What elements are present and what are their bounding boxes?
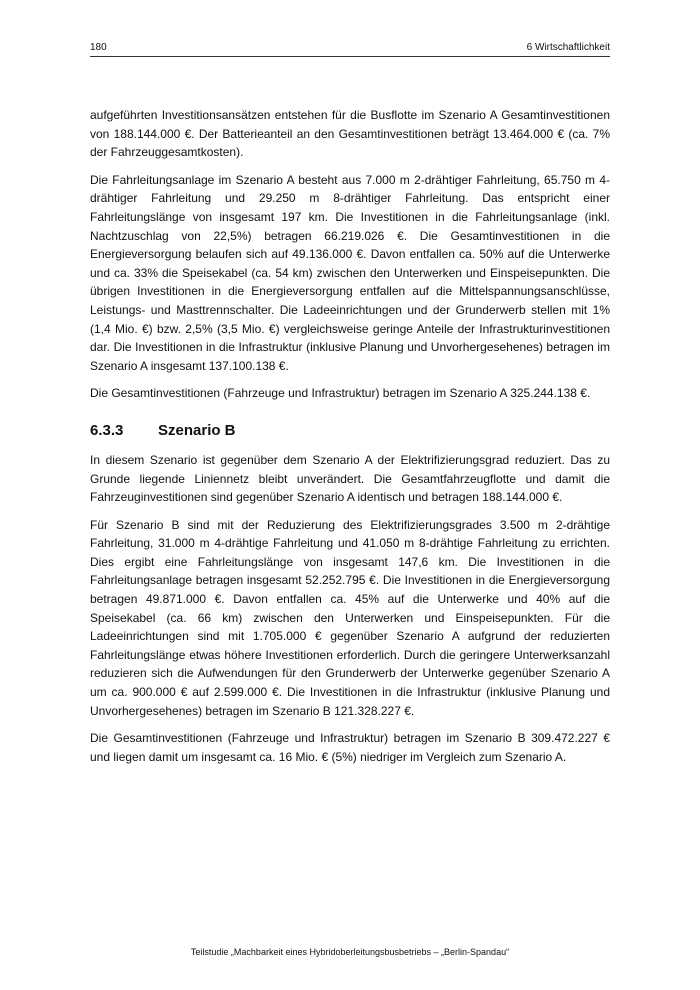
section-number: 6.3.3 <box>90 421 124 439</box>
section-heading <box>90 421 610 441</box>
page-footer: Teilstudie „Machbarkeit eines Hybridoberleitungsbusbetriebs – „Berlin-Spandau“ <box>190 947 510 957</box>
paragraph: Die Gesamtinvestitionen (Fahrzeuge und Infrastruktur) betragen im Szenario A 325.244.138 €. <box>90 386 591 401</box>
page-header <box>90 42 610 56</box>
paragraph: Die Gesamtinvestitionen (Fahrzeuge und Infrastruktur) betragen im Szenario B 309.472.227 € und liegen damit um insgesamt ca. 16 Mio. € (5%) niedriger im Vergleich zum Szenario A. <box>90 731 610 764</box>
paragraph: Die Fahrleitungsanlage im Szenario A besteht aus 7.000 m 2-drähtiger Fahrleitung, 65.750 m 4-drähtiger Fahrleitung und 29.250 m 8-drähtiger Fahrleitung. Das entspricht einer Fahrleitungslänge von insgesamt 197 km. Die Investitionen in die Fahrleitungsanlage (inkl. Nachtzuschlag von 22,5%) betragen 66.219.026 €. Die Gesamtinvestitionen in die Energieversorgung belaufen sich auf 49.136.000 €. Davon entfallen ca. 50% auf die Unterwerke und ca. 33% die Speisekabel (ca. 54 km) zwischen den Unterwerken und Einspeisepunkten. Die übrigen Investitionen in die Energieversorgung entfallen auf die Mittelspannungsanschlüsse, Leistungs- und Masttrennschalter. Die Ladeeinrichtungen und der Grunderwerb stellen mit 1% (1,4 Mio. €) bzw. 2,5% (3,5 Mio. €) vergleichsweise geringe Anteile der Infrastrukturinvestitionen dar. Die Investitionen in die Infrastruktur (inklusive Planung und Unvorhergesehenes) betragen im Szenario A insgesamt 137.100.138 €. <box>90 172 610 373</box>
page-number: 180 <box>90 42 107 53</box>
header-divider <box>90 56 610 57</box>
page-body <box>90 106 610 775</box>
section-title: Szenario B <box>158 421 236 439</box>
paragraph: aufgeführten Investitionsansätzen entstehen für die Busflotte im Szenario A Gesamtinvestitionen von 188.144.000 €. Der Batterieanteil an den Gesamtinvestitionen beträgt 13.464.000 € (ca. 7% der Fahrzeuggesamtkosten). <box>90 108 610 160</box>
paragraph: Für Szenario B sind mit der Reduzierung des Elektrifizierungsgrades 3.500 m 2-drähtige Fahrleitung, 31.000 m 4-drähtige Fahrleitung und 41.050 m 8-drähtige Fahrleitung zu errichten. Dies ergibt eine Fahrleitungslänge von insgesamt 147,6 km. Die Investitionen in die Fahrleitungsanlage betragen insgesamt 52.252.795 €. Die Investitionen in die Energieversorgung betragen 49.871.000 €. Davon entfallen ca. 45% auf die Unterwerke und 40% auf die Speisekabel (ca. 66 km) zwischen den Unterwerken und Einspeisepunkten. Für die Ladeeinrichtungen sind mit 1.705.000 € gegenüber Szenario A aufgrund der reduzierten Fahrleitungslänge etwas höhere Investitionen erforderlich. Durch die geringere Unterwerksanzahl reduzieren sich die Aufwendungen für den Grunderwerb der Unterwerke gegenüber Szenario A um ca. 900.000 € auf 2.599.000 €. Die Investitionen in die Infrastruktur (inklusive Planung und Unvorhergesehenes) betragen im Szenario B 121.328.227 €. <box>90 517 610 718</box>
paragraph: In diesem Szenario ist gegenüber dem Szenario A der Elektrifizierungsgrad reduziert. Das zu Grunde liegende Liniennetz bleibt unverändert. Die Gesamtfahrzeugflotte und damit die Fahrzeuginvestitionen sind gegenüber Szenario A identisch und betragen 188.144.000 €. <box>90 452 610 505</box>
chapter-title: 6 Wirtschaftlichkeit <box>526 42 610 53</box>
